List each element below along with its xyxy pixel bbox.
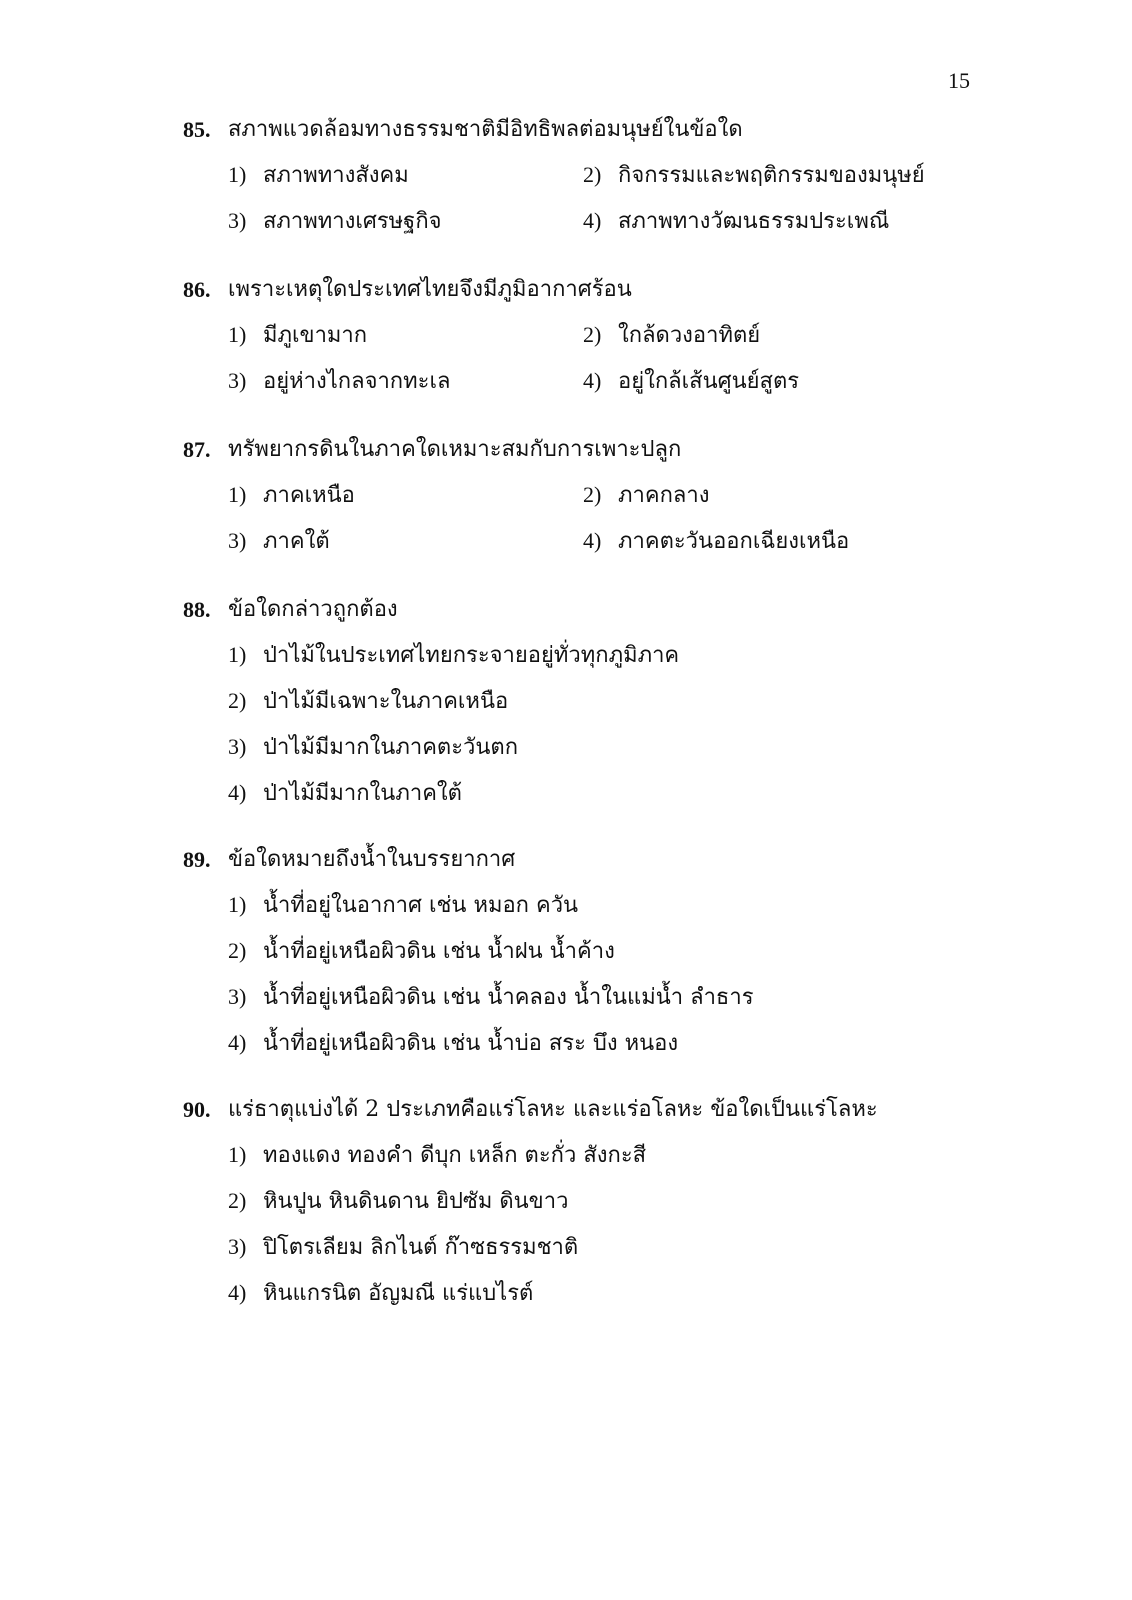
option-text: สภาพทางสังคม <box>263 163 409 188</box>
option-2[interactable] <box>583 152 925 199</box>
option-text: อยู่ห่างไกลจากทะเล <box>263 369 451 394</box>
option-3[interactable] <box>228 518 330 565</box>
option-1[interactable] <box>228 312 367 359</box>
option-3[interactable] <box>228 724 518 771</box>
question-text: ข้อใดกล่าวถูกต้อง <box>228 597 398 622</box>
option-text: ใกล้ดวงอาทิตย์ <box>618 323 761 348</box>
question-text: ข้อใดหมายถึงน้ำในบรรยากาศ <box>228 847 516 872</box>
option-number: 3) <box>228 528 247 553</box>
option-1[interactable] <box>228 1132 646 1179</box>
page-number: 15 <box>948 68 970 93</box>
question-text: สภาพแวดล้อมทางธรรมชาติมีอิทธิพลต่อมนุษย์ในข้อใด <box>228 117 743 142</box>
option-text: อยู่ใกล้เส้นศูนย์สูตร <box>618 369 800 394</box>
option-text: น้ำที่อยู่เหนือผิวดิน เช่น น้ำบ่อ สระ บึง หนอง <box>263 1031 679 1056</box>
option-number: 2) <box>228 1188 247 1213</box>
option-1[interactable] <box>228 882 578 929</box>
option-text: ป่าไม้มีเฉพาะในภาคเหนือ <box>263 689 509 714</box>
option-4[interactable] <box>583 518 849 565</box>
option-number: 1) <box>228 322 247 347</box>
question-text: ทรัพยากรดินในภาคใดเหมาะสมกับการเพาะปลูก <box>228 437 682 462</box>
option-number: 1) <box>228 1142 247 1167</box>
question-stem <box>183 590 983 630</box>
option-3[interactable] <box>228 974 754 1021</box>
option-2[interactable] <box>228 678 508 725</box>
option-2[interactable] <box>228 928 615 975</box>
option-text: สภาพทางเศรษฐกิจ <box>263 209 442 234</box>
option-text: น้ำที่อยู่เหนือผิวดิน เช่น น้ำฝน น้ำค้าง <box>263 939 615 964</box>
option-3[interactable] <box>228 198 442 245</box>
question-text: แร่ธาตุแบ่งได้ 2 ประเภทคือแร่โลหะ และแร่อโลหะ ข้อใดเป็นแร่โลหะ <box>228 1097 878 1122</box>
question-87 <box>183 430 983 564</box>
question-90 <box>183 1090 983 1316</box>
option-text: ป่าไม้มีมากในภาคใต้ <box>263 781 462 806</box>
option-text: น้ำที่อยู่ในอากาศ เช่น หมอก ควัน <box>263 893 579 918</box>
option-text: ภาคใต้ <box>263 529 330 554</box>
option-number: 4) <box>228 780 247 805</box>
option-3[interactable] <box>228 1224 578 1271</box>
option-text: สภาพทางวัฒนธรรมประเพณี <box>618 209 890 234</box>
question-stem <box>183 270 983 310</box>
option-text: ภาคเหนือ <box>263 483 355 508</box>
option-number: 1) <box>228 642 247 667</box>
option-text: ป่าไม้มีมากในภาคตะวันตก <box>263 735 519 760</box>
option-text: ปิโตรเลียม ลิกไนต์ ก๊าซธรรมชาติ <box>263 1235 579 1260</box>
question-88 <box>183 590 983 816</box>
option-4[interactable] <box>583 198 889 245</box>
option-2[interactable] <box>228 1178 568 1225</box>
question-number: 86. <box>183 277 211 302</box>
option-number: 3) <box>228 1234 247 1259</box>
question-number: 90. <box>183 1097 211 1122</box>
option-text: หินแกรนิต อัญมณี แร่แบไรต์ <box>263 1281 534 1306</box>
question-number: 87. <box>183 437 211 462</box>
question-number: 89. <box>183 847 211 872</box>
option-text: ภาคตะวันออกเฉียงเหนือ <box>618 529 850 554</box>
option-number: 2) <box>228 688 247 713</box>
option-1[interactable] <box>228 152 409 199</box>
option-text: น้ำที่อยู่เหนือผิวดิน เช่น น้ำคลอง น้ำในแม่น้ำ ลำธาร <box>263 985 754 1010</box>
option-number: 4) <box>228 1030 247 1055</box>
option-2[interactable] <box>583 472 709 519</box>
option-text: มีภูเขามาก <box>263 323 368 348</box>
option-number: 4) <box>583 528 602 553</box>
question-86 <box>183 270 983 404</box>
option-4[interactable] <box>228 770 462 817</box>
question-stem <box>183 1090 983 1130</box>
question-stem <box>183 840 983 880</box>
question-85 <box>183 110 983 244</box>
option-number: 2) <box>228 938 247 963</box>
option-text: หินปูน หินดินดาน ยิปซัม ดินขาว <box>263 1189 569 1214</box>
option-number: 2) <box>583 322 602 347</box>
option-text: ป่าไม้ในประเทศไทยกระจายอยู่ทั่วทุกภูมิภาค <box>263 643 680 668</box>
option-4[interactable] <box>583 358 799 405</box>
option-number: 3) <box>228 734 247 759</box>
option-text: ภาคกลาง <box>618 483 710 508</box>
option-number: 4) <box>228 1280 247 1305</box>
question-stem <box>183 430 983 470</box>
option-number: 1) <box>228 892 247 917</box>
question-number: 85. <box>183 117 211 142</box>
option-number: 2) <box>583 162 602 187</box>
option-number: 1) <box>228 482 247 507</box>
option-4[interactable] <box>228 1270 533 1317</box>
question-number: 88. <box>183 597 211 622</box>
option-text: ทองแดง ทองคำ ดีบุก เหล็ก ตะกั่ว สังกะสี <box>263 1143 647 1168</box>
question-89 <box>183 840 983 1066</box>
option-2[interactable] <box>583 312 760 359</box>
option-number: 3) <box>228 368 247 393</box>
option-number: 2) <box>583 482 602 507</box>
option-4[interactable] <box>228 1020 678 1067</box>
option-text: กิจกรรมและพฤติกรรมของมนุษย์ <box>618 163 925 188</box>
question-text: เพราะเหตุใดประเทศไทยจึงมีภูมิอากาศร้อน <box>228 277 632 302</box>
option-number: 1) <box>228 162 247 187</box>
option-1[interactable] <box>228 632 679 679</box>
option-3[interactable] <box>228 358 450 405</box>
question-stem <box>183 110 983 150</box>
option-number: 4) <box>583 368 602 393</box>
option-number: 3) <box>228 984 247 1009</box>
option-number: 4) <box>583 208 602 233</box>
option-1[interactable] <box>228 472 355 519</box>
option-number: 3) <box>228 208 247 233</box>
